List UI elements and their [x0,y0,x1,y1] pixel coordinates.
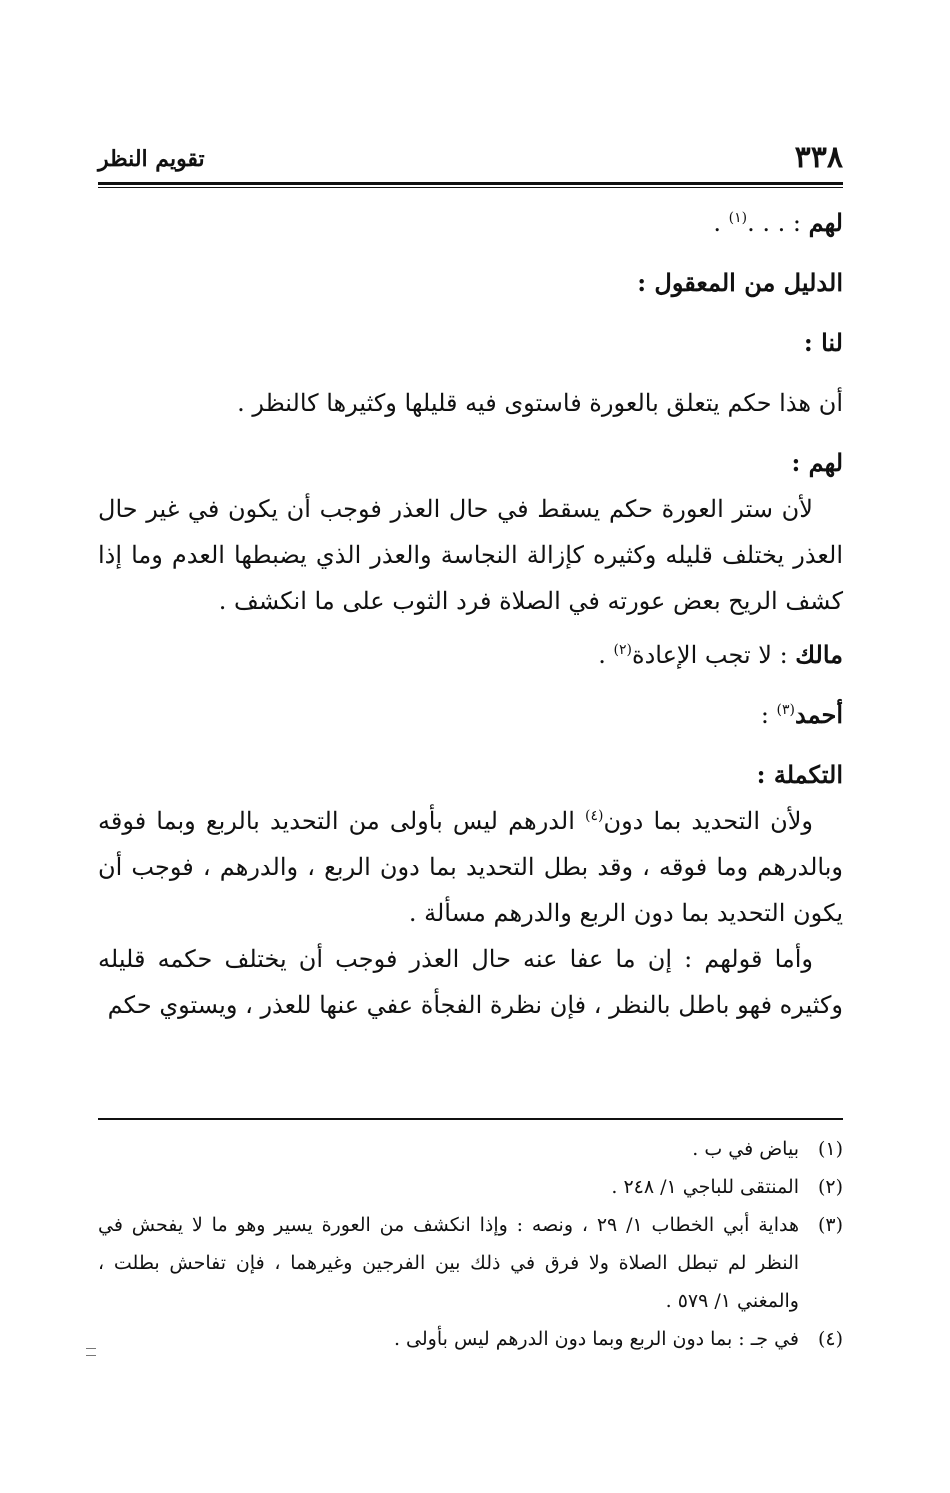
paragraph-3: وأما قولهم : إن ما عفا عنه حال العذر فوجب أن يختلف حكمه قليله وكثيره فهو باطل بالنظر ، فإن نظرة الفجأة عفي عنها للعذر ، ويستوي حكم [98,945,843,1019]
running-title: تقويم النظر [98,146,205,172]
page-number: ٣٣٨ [794,140,843,175]
line-end: . [598,641,614,669]
footnote-text: في جـ : بما دون الربع وبما دون الدرهم ليس بأولى . [393,1328,799,1350]
footnote-separator [98,1118,843,1120]
line-end: . [713,209,729,237]
footnote-text: بياض في ب . [692,1138,799,1160]
section-heading-completion: التكملة : [756,760,843,789]
footnotes [98,1130,843,1358]
footnote-ref-2: (٢) [613,642,632,658]
argument-text: أن هذا حكم يتعلق بالعورة فاستوى فيه قليلها وكثيرها كالنظر . [237,389,843,417]
header-rule [98,182,843,185]
label-ahmad: أحمد [795,700,843,729]
footnote-number: (٤) [817,1328,843,1350]
footnote-ref-4: (٤) [584,808,604,824]
line-end: : [760,701,777,729]
footnote-number: (٢) [817,1176,843,1198]
line-lahum-1 [98,200,843,246]
paragraph-2 [98,798,843,936]
malik-text: : لا تجب الإعادة [632,641,796,669]
footnote-ref-3: (٣) [776,702,796,718]
label-lahum: لهم [808,208,843,237]
page-header [98,140,843,180]
footnote-2 [98,1168,843,1206]
line-malik [98,632,843,678]
paragraph-2-start: ولأن التحديد بما دون [603,807,813,835]
main-text [98,200,843,1028]
margin-mark [86,1348,96,1356]
label-lahum-2: لهم : [791,448,843,477]
footnote-text: هداية أبي الخطاب ١/ ٢٩ ، ونصه : وإذا انكشف من العورة يسير وهو ما لا يفحش في النظر لم تبطل الصلاة ولا فرق في ذلك بين الفرجين وغيرهما ، فإن تفاحش بطلت ، والمغني ١/ ٥٧٩ . [98,1214,799,1312]
footnote-4 [98,1320,843,1358]
label-malik: مالك [795,640,843,669]
header-rule-thin [98,187,843,188]
footnote-text: المنتقى للباجي ١/ ٢٤٨ . [611,1176,799,1198]
section-heading-reasoning: الدليل من المعقول : [637,268,843,297]
footnote-ref-1: (١) [728,210,748,226]
ellipsis-text: : . . . [747,209,801,237]
paragraph-1: لأن ستر العورة حكم يسقط في حال العذر فوجب أن يكون في غير حال العذر يختلف قليله وكثيره كإزالة النجاسة والعذر الذي يضبطها العدم وما إذا كشف الريح بعض عورته في الصلاة فرد الثوب على ما انكشف . [98,495,843,615]
label-lana: لنا : [803,328,843,357]
line-ahmad [98,692,843,738]
footnote-1 [98,1130,843,1168]
footnote-number: (٣) [817,1214,843,1236]
footnote-3 [98,1206,843,1320]
footnote-number: (١) [817,1138,843,1160]
paragraph-2-rest: الدرهم ليس بأولى من التحديد بالربع وبما فوقه وبالدرهم وما فوقه ، وقد بطل التحديد بما دون الربع ، والدرهم ، فوجب أن يكون التحديد بما دون الربع والدرهم مسألة . [98,807,843,927]
